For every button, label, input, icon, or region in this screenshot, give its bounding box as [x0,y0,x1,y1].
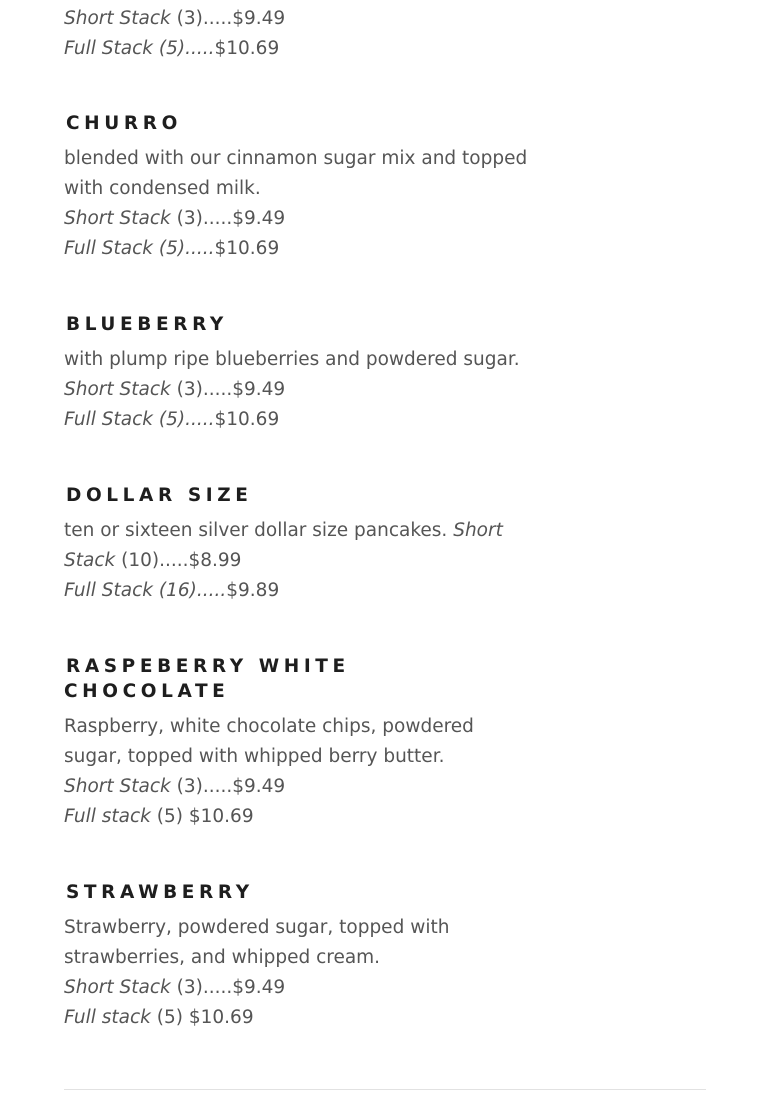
short-stack-label: Short Stack [64,977,171,998]
full-stack-price [64,576,534,606]
short-stack-price [64,204,534,234]
short-stack-value: (3).....$9.49 [170,977,286,998]
short-stack-value: (3).....$9.49 [170,776,286,797]
item-description [64,516,534,576]
item-description: blended with our cinnamon sugar mix and topped with condensed milk. [64,148,528,199]
full-stack-value: (5) $10.69 [150,806,254,827]
full-stack-value: $10.69 [214,238,280,259]
full-stack-label: Full stack [64,806,151,827]
menu-item-churro [64,111,534,264]
short-stack-label: Short Stack [64,208,171,229]
full-stack-price [64,1003,534,1033]
menu-item-dollar-size [64,483,534,606]
item-description: with plump ripe blueberries and powdered sugar. [64,349,520,370]
full-stack-price [64,802,534,832]
short-stack-value: (3).....$9.49 [170,208,286,229]
item-title: BLUEBERRY [66,314,228,335]
item-title: DOLLAR SIZE [66,485,253,506]
menu-item-raspberry-white-chocolate [64,654,534,832]
short-stack-label: Short Stack [64,776,171,797]
short-stack-price [64,973,534,1003]
item-title [66,654,534,704]
full-stack-price [64,234,534,264]
full-stack-label: Full Stack (16)..... [64,580,227,601]
short-stack-price [64,375,534,405]
short-stack-label: Short Stack [64,520,503,571]
description-text: ten or sixteen silver dollar size pancakes. [64,520,454,541]
short-stack-price [64,4,534,34]
short-stack-value: (3).....$9.49 [170,8,286,29]
section-divider [64,1089,706,1090]
menu-item-blueberry [64,312,534,435]
full-stack-value: $10.69 [214,38,280,59]
item-title-line-2: CHOCOLATE [64,681,230,702]
short-stack-label: Short Stack [64,379,171,400]
full-stack-price [64,34,534,64]
short-stack-price [64,772,534,802]
short-stack-value: (3).....$9.49 [170,379,286,400]
full-stack-value: $10.69 [214,409,280,430]
full-stack-label: Full Stack (5)..... [64,238,215,259]
full-stack-value: (5) $10.69 [150,1007,254,1028]
menu-item-previous [64,4,534,64]
full-stack-label: Full Stack (5)..... [64,409,215,430]
full-stack-label: Full stack [64,1007,151,1028]
full-stack-price [64,405,534,435]
item-title: CHURRO [66,113,182,134]
item-description: Raspberry, white chocolate chips, powdered sugar, topped with whipped berry butter. [64,716,474,767]
item-description: Strawberry, powdered sugar, topped with strawberries, and whipped cream. [64,917,450,968]
menu-item-strawberry [64,880,534,1033]
full-stack-value: $9.89 [226,580,280,601]
short-stack-label: Short Stack [64,8,171,29]
item-title: STRAWBERRY [66,882,254,903]
item-title-line-1: RASPEBERRY WHITE [66,656,350,677]
full-stack-label: Full Stack (5)..... [64,38,215,59]
short-stack-value: (10).....$8.99 [115,550,242,571]
